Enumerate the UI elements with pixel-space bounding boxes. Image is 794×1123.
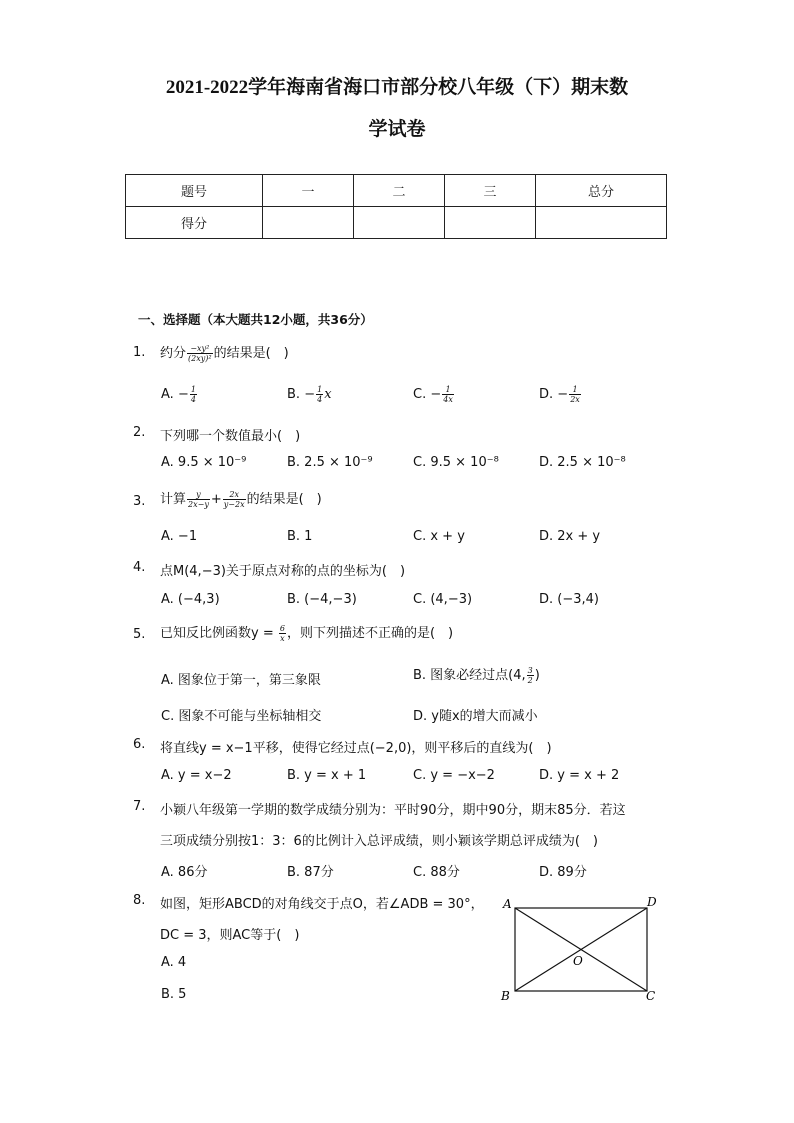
option-a[interactable]: A. (−4,3) bbox=[161, 592, 220, 607]
label-c: C bbox=[646, 989, 656, 1003]
option-c[interactable]: C. x + y bbox=[413, 529, 465, 544]
question-stem: 点M(4,−3)关于原点对称的点的坐标为( ) bbox=[160, 564, 406, 579]
option-d[interactable]: D. − $\frac{1}{2x}$ bbox=[539, 385, 580, 404]
score-cell[interactable] bbox=[445, 207, 536, 239]
label-d: D bbox=[647, 895, 657, 909]
question-number: 1. bbox=[133, 345, 146, 360]
table-row bbox=[126, 175, 667, 207]
table-cell: 三 bbox=[445, 175, 536, 207]
option-b[interactable]: B. 5 bbox=[161, 987, 187, 1002]
option-a[interactable]: A. y = x−2 bbox=[161, 768, 232, 783]
table-cell: 二 bbox=[354, 175, 445, 207]
option-a[interactable]: A. 图象位于第一，第三象限 bbox=[161, 673, 321, 688]
question-number: 6. bbox=[133, 737, 146, 752]
exam-title-line2: 学试卷 bbox=[368, 119, 426, 140]
option-a[interactable]: A. −1 bbox=[161, 529, 198, 544]
option-c[interactable]: C. y = −x−2 bbox=[413, 768, 495, 783]
question-stem: 将直线y = x−1平移，使得它经过点(−2,0)，则平移后的直线为( ) bbox=[160, 741, 552, 756]
denominator: (2xy)² bbox=[188, 354, 212, 363]
option-a[interactable]: A. 9.5 × 10⁻⁹ bbox=[161, 455, 247, 470]
section-heading: 一、选择题（本大题共12小题，共36分） bbox=[138, 312, 373, 327]
option-b[interactable]: B. 2.5 × 10⁻⁹ bbox=[287, 455, 373, 470]
question-number: 3. bbox=[133, 494, 146, 509]
rectangle-figure bbox=[495, 890, 665, 1005]
stem-text: 约分 bbox=[160, 346, 187, 361]
option-b[interactable]: B. − $\frac{1}{4}$ x bbox=[287, 385, 332, 404]
question-number: 4. bbox=[133, 560, 146, 575]
label-b: B bbox=[501, 989, 510, 1003]
option-d[interactable]: D. 89分 bbox=[539, 865, 587, 880]
label-o: O bbox=[573, 954, 583, 968]
table-cell: 总分 bbox=[536, 175, 667, 207]
option-b[interactable]: B. 图象必经过点(4, $\frac{3}{2}$ ) bbox=[413, 666, 540, 685]
table-row bbox=[126, 207, 667, 239]
question-stem-line2: 三项成绩分别按1：3：6的比例计入总评成绩，则小颖该学期总评成绩为( ) bbox=[160, 834, 598, 849]
option-c[interactable]: C. 88分 bbox=[413, 865, 460, 880]
question-stem: 计算 $\frac{y}{2x-y}$ + $\frac{2x}{y-2x}$ 的结果是( ) bbox=[160, 490, 322, 509]
option-d[interactable]: D. (−3,4) bbox=[539, 592, 599, 607]
option-a[interactable]: A. − $\frac{1}{4}$ bbox=[161, 385, 196, 404]
question-stem-line1: 如图，矩形ABCD的对角线交于点O，若∠ADB = 30°， bbox=[160, 897, 484, 912]
option-b[interactable]: B. y = x + 1 bbox=[287, 768, 367, 783]
table-cell: 题号 bbox=[126, 175, 263, 207]
question-number: 7. bbox=[133, 799, 146, 814]
question-stem-line1: 小颖八年级第一学期的数学成绩分别为：平时90分，期中90分，期末85分．若这 bbox=[160, 803, 626, 818]
option-b[interactable]: B. 1 bbox=[287, 529, 313, 544]
option-d[interactable]: D. y = x + 2 bbox=[539, 768, 620, 783]
score-cell[interactable] bbox=[263, 207, 354, 239]
exam-title-line1: 2021-2022学年海南省海口市部分校八年级（下）期末数 bbox=[165, 77, 629, 98]
numerator: −xy² bbox=[187, 344, 213, 354]
option-c[interactable]: C. (4,−3) bbox=[413, 592, 473, 607]
option-d[interactable]: D. 2x + y bbox=[539, 529, 601, 544]
option-a[interactable]: A. 86分 bbox=[161, 865, 208, 880]
option-c[interactable]: C. 图象不可能与坐标轴相交 bbox=[161, 709, 322, 724]
question-stem bbox=[160, 342, 289, 363]
question-stem: 下列哪一个数值最小( ) bbox=[160, 429, 301, 444]
table-cell: 得分 bbox=[126, 207, 263, 239]
question-stem-line2: DC = 3，则AC等于( ) bbox=[160, 928, 300, 943]
score-table bbox=[125, 174, 667, 239]
question-number: 2. bbox=[133, 425, 146, 440]
question-number: 8. bbox=[133, 893, 146, 908]
fraction bbox=[187, 344, 213, 363]
option-d[interactable]: D. 2.5 × 10⁻⁸ bbox=[539, 455, 626, 470]
label-a: A bbox=[503, 897, 512, 911]
question-number: 5. bbox=[133, 627, 146, 642]
option-c[interactable]: C. − $\frac{1}{4x}$ bbox=[413, 385, 453, 404]
stem-text: 的结果是( ) bbox=[213, 346, 289, 361]
option-c[interactable]: C. 9.5 × 10⁻⁸ bbox=[413, 455, 499, 470]
score-cell[interactable] bbox=[536, 207, 667, 239]
score-cell[interactable] bbox=[354, 207, 445, 239]
table-cell: 一 bbox=[263, 175, 354, 207]
question-stem: 已知反比例函数y = $\frac{6}{x}$ ，则下列描述不正确的是( ) bbox=[160, 624, 454, 643]
option-b[interactable]: B. (−4,−3) bbox=[287, 592, 357, 607]
option-b[interactable]: B. 87分 bbox=[287, 865, 334, 880]
option-d[interactable]: D. y随x的增大而减小 bbox=[413, 709, 538, 724]
option-a[interactable]: A. 4 bbox=[161, 955, 187, 970]
